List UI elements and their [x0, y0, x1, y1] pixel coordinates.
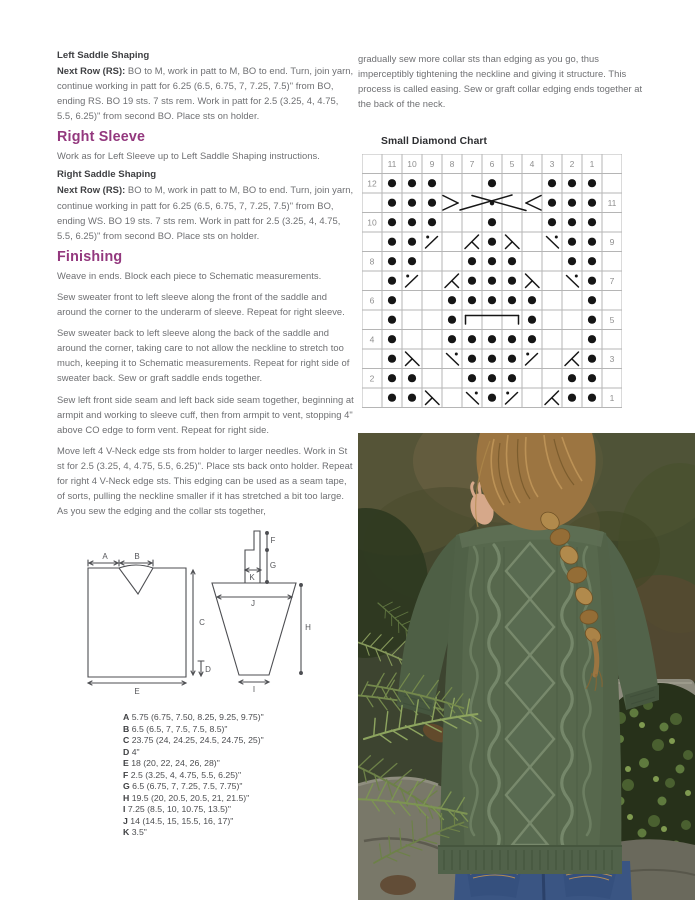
- measurement-row: E 18 (20, 22, 24, 26, 28)": [123, 758, 220, 769]
- measurement-row: H 19.5 (20, 20.5, 20.5, 21, 21.5)": [123, 792, 250, 803]
- chart-title: Small Diamond Chart: [381, 136, 488, 147]
- svg-text:6: 6: [489, 159, 495, 169]
- svg-text:5: 5: [509, 159, 515, 169]
- svg-text:9: 9: [609, 237, 615, 247]
- measurement-row: G 6.5 (6.75, 7, 7.25, 7.5, 7.75)": [123, 781, 243, 792]
- schematic-diagram: [60, 530, 320, 710]
- measurement-row: I 7.25 (8.5, 10, 10.75, 13.5)": [123, 804, 231, 815]
- svg-text:3: 3: [549, 159, 555, 169]
- svg-text:8: 8: [449, 159, 455, 169]
- measurement-row: F 2.5 (3.25, 4, 4.75, 5.5, 6.25)": [123, 769, 242, 780]
- heading-right-sleeve: Right Sleeve: [57, 129, 146, 146]
- schematic-svg: [60, 530, 320, 705]
- para-right-saddle: [57, 182, 354, 242]
- svg-text:7: 7: [469, 159, 475, 169]
- svg-text:11: 11: [387, 159, 397, 169]
- dim-label-K: K: [249, 573, 255, 582]
- measurement-row: A 5.75 (6.75, 7.50, 8.25, 9.25, 9.75)": [123, 712, 264, 722]
- measurement-row: K 3.5": [123, 827, 147, 838]
- measurement-key: [123, 712, 264, 839]
- measurement-row: B 6.5 (6.5, 7, 7.5, 7.5, 8.5)": [123, 723, 228, 734]
- svg-text:2: 2: [569, 159, 575, 169]
- para-text: BO to M, work in patt to M, BO to end. Turn, join yarn, continue working in patt for 6.25 (6.5, 6.75, 7, 7.25, 7.5)" from BO, ending RS. BO 19 sts. 7 sts rem. Work in patt for 2.5 (3.25, 4, 4.75, 5.5, 6.25)" from second BO. Place sts on holder.: [57, 65, 354, 122]
- svg-text:4: 4: [529, 159, 535, 169]
- svg-text:12: 12: [367, 178, 377, 189]
- measurement-row: D 4": [123, 746, 140, 757]
- next-row-label: Next Row (RS):: [57, 184, 126, 196]
- hem-band: [438, 845, 622, 874]
- svg-text:6: 6: [369, 295, 375, 306]
- left-text-column: [57, 47, 354, 524]
- svg-text:10: 10: [367, 217, 377, 228]
- svg-text:10: 10: [407, 159, 417, 169]
- svg-text:1: 1: [609, 393, 615, 403]
- subhead-right-saddle: Right Saddle Shaping: [57, 169, 157, 181]
- right-text-column: [358, 51, 655, 117]
- dim-label-F: F: [270, 536, 276, 545]
- svg-text:2: 2: [369, 373, 375, 384]
- dim-label-I: I: [252, 685, 256, 694]
- measurement-row: C 23.75 (24, 24.25, 24.5, 24.75, 25)": [123, 735, 264, 746]
- dim-label-A: A: [102, 552, 108, 561]
- svg-text:3: 3: [609, 354, 615, 364]
- para-vneck-edge: Move left 4 V-Neck edge sts from holder to larger needles. Work in St st for 2.5 (3.25, 4, 4.75, 5.5, 6.25)". Place sts back onto holder. Repeat for right 4 V-Neck edge sts. This edging can be used as a seam tape, of sorts, pulling the neckline smaller if it has stretched a bit too large. As you sew the edging and the collar sts together,: [57, 444, 353, 517]
- dim-label-B: B: [134, 552, 140, 561]
- para-collar-easing: gradually sew more collar sts than edging as you go, thus imperceptibly tightening the neckline and giving it structure. This process is called easing. Sew or graft collar edging ends together at the back of the neck.: [358, 53, 643, 110]
- dim-label-E: E: [134, 687, 140, 696]
- svg-text:5: 5: [609, 315, 615, 325]
- model-photo: [358, 433, 695, 900]
- next-row-label: Next Row (RS):: [57, 65, 126, 76]
- svg-text:8: 8: [369, 256, 375, 267]
- svg-text:7: 7: [609, 276, 615, 286]
- svg-text:9: 9: [429, 159, 435, 169]
- para-sew-front: Sew sweater front to left sleeve along the front of the saddle and around the corner to the underarm of sleeve. Repeat for right sleeve.: [57, 290, 345, 318]
- body-piece-outline: [88, 568, 186, 677]
- dim-label-J: J: [251, 599, 255, 608]
- svg-text:4: 4: [369, 334, 375, 345]
- subhead-left-saddle: Left Saddle Shaping: [57, 50, 150, 61]
- svg-text:1: 1: [589, 159, 595, 169]
- chart-grid: [362, 154, 622, 408]
- dim-label-D: D: [205, 665, 211, 674]
- dim-label-C: C: [199, 618, 205, 627]
- svg-text:11: 11: [607, 198, 617, 208]
- dim-label-G: G: [269, 561, 277, 570]
- para-left-saddle: [57, 63, 354, 123]
- small-diamond-chart: [362, 136, 622, 413]
- para-right-sleeve: Work as for Left Sleeve up to Left Saddle Shaping instructions.: [57, 150, 320, 162]
- measurement-row: J 14 (14.5, 15, 15.5, 16, 17)": [123, 815, 234, 826]
- dim-label-H: H: [305, 623, 311, 632]
- photo-scene: [358, 433, 695, 900]
- para-sew-back: Sew sweater back to left sleeve along the back of the saddle and around the corner, taking care to not allow the neckline to stretch too much, keeping it to Schematic measurements. Repeat for right side of sweater back. Sew or graft saddle ends together.: [57, 327, 350, 384]
- para-side-seams: Sew left front side seam and left back side seam together, beginning at armpit and working to sleeve cuff, then from armpit to vent, stopping 4" above CO edge to form vent. Repeat for right side.: [57, 393, 354, 435]
- para-text: BO to M, work in patt to M, BO to end. Turn, join yarn, continue working in patt for 6.25 (6.5, 6.75, 7, 7.25, 7.5)" from BO, ending WS. BO 19 sts. 7 sts rem. Work in patt for 2.5 (3.25, 4, 4.75, 5.5, 6.25)" from second BO. Place sts on holder.: [57, 184, 354, 241]
- heading-finishing: Finishing: [57, 248, 123, 265]
- para-weave: Weave in ends. Block each piece to Schematic measurements.: [57, 269, 322, 281]
